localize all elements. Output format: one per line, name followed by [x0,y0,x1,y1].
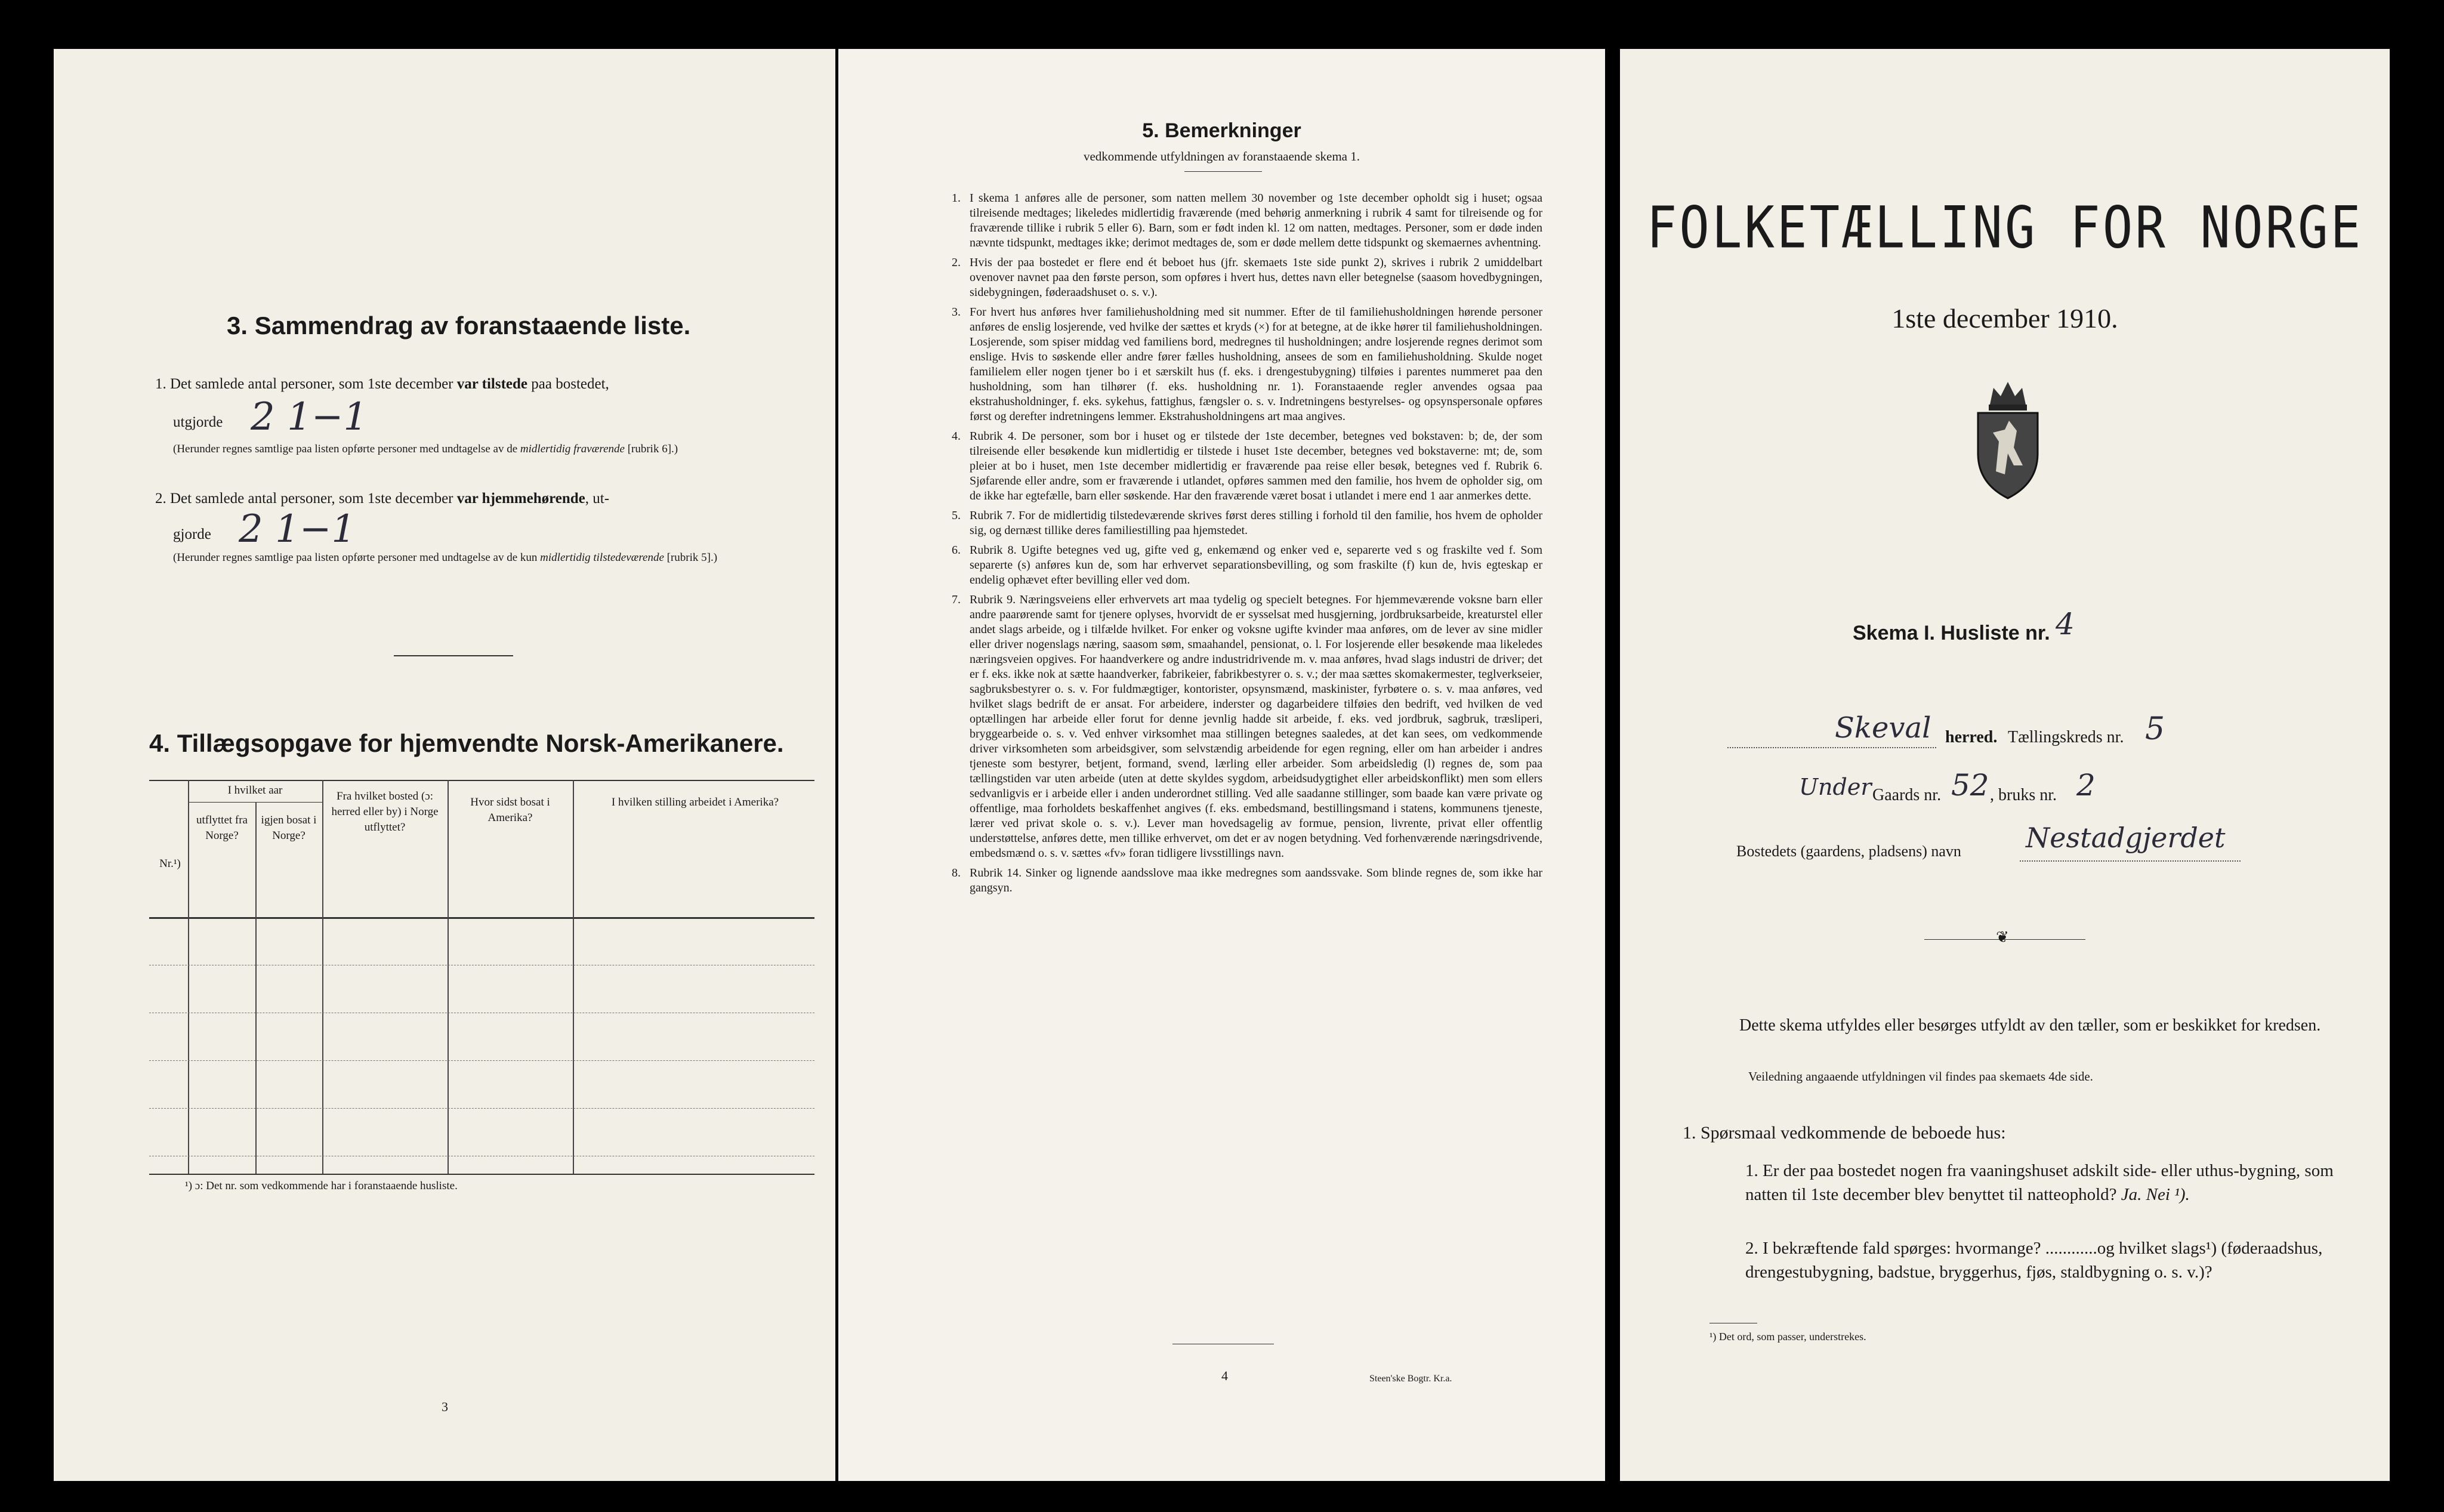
q2-handwritten-count: 2 1−1 [239,507,356,551]
col-line [188,780,189,1174]
bemerkninger-title: 5. Bemerkninger [1142,119,1301,142]
divider [1184,171,1262,172]
table-row [149,1060,814,1061]
herred-label: herred. [1945,728,1998,746]
note-item [952,543,1542,588]
note-number: 4. [952,430,961,443]
q1-note: (Herunder regnes samtlige paa listen opførte personer med undtagelse av de midlertidig fraværende [rubrik 6].) [173,443,678,455]
bosted-hand: Nestadgjerdet [2026,822,2226,854]
page-1-cover [1620,49,2390,1481]
note-number: 2. [952,256,961,269]
herred-hand: Skeval [1835,711,1931,745]
col-line [255,802,257,1174]
col-line [322,780,323,1174]
note-number: 7. [952,593,961,606]
note-text: I skema 1 anføres alle de personer, som natten mellem 30 november og 1ste december opholdt sig i huset; ogsaa tilreisende medtages; likeledes midlertidig fraværende (med behørig anmerkning i rubrik 4 samt for tilreisende og for fraværende tillike i rubrik 5 eller 6). Barn, som er født inden kl. 12 om natten, medtages. Personer, som er døde inden nævnte tidspunkt, medtages ikke; derimot medtages de, som er døde mellem dette tidspunkt og skemaernes avhentning. [970,192,1542,249]
divider [394,655,513,656]
note-item [952,429,1542,504]
col-line [448,780,449,1174]
note-text: Rubrik 14. Sinker og lignende aandsslove maa ikke medregnes som aandssvake. Som blinde regnes de, som ikke har gangsyn. [970,866,1542,894]
note-item [952,866,1542,896]
th-stilling: I hvilken stilling arbeidet i Amerika? [611,796,779,809]
kreds-hand: 5 [2145,711,2165,747]
question-1-answer: Ja. Nei ¹). [2121,1185,2190,1204]
q1-handwritten-count: 2 1−1 [251,395,368,439]
section-4-title: 4. Tillægsopgave for hjemvendte Norsk-Amerikanere. [149,729,784,757]
th-hvilket-aar: I hvilket aar [227,784,283,797]
gaards-hand: 52 [1951,768,1989,803]
bruks-hand: 2 [2076,768,2096,803]
table-bottom-rule [149,1174,814,1175]
questions-heading: 1. Spørsmaal vedkommende de beboede hus: [1683,1123,2006,1143]
th-fra-bosted: Fra hvilket bosted (ɔ: herred eller by) i Norge utflyttet? [331,790,439,834]
intro-text: Dette skema utfyldes eller besørges utfyldt av den tæller, som er beskikket for kredsen. [1739,1016,2321,1035]
bosted-label: Bostedets (gaardens, pladsens) navn [1736,843,1961,860]
question-1: 1. Er der paa bostedet nogen fra vaaningshuset adskilt side- eller uthus-bygning, som natten til 1ste december blev benyttet til natteophold? Ja. Nei ¹). [1745,1161,2334,1204]
note-item [952,508,1542,538]
th-igjen-bosat: igjen bosat i Norge? [261,814,317,842]
bruks-label: , bruks nr. [1990,786,2057,804]
th-nr: Nr.¹) [159,857,181,870]
note-item [952,593,1542,861]
norwegian-coat-of-arms-icon [1972,376,2044,501]
col-line [573,780,574,1174]
note-number: 1. [952,192,961,205]
intro-guidance: Veiledning angaaende utfyldningen vil findes paa skemaets 4de side. [1748,1069,2093,1084]
th-hvor-bosat: Hvor sidst bosat i Amerika? [470,796,550,824]
bemerkninger-subtitle: vedkommende utfyldningen av foranstaaende skema 1. [1083,149,1360,163]
question-2: 2. I bekræftende fald spørges: hvormange? ............og hvilket slags¹) (føderaadshus, drengestubygning, badstue, bryggerhus, fjøs, staldbygning o. s. v.)? [1745,1239,2323,1282]
page-3 [54,49,835,1481]
herred-line [1727,747,1936,748]
page-4 [838,49,1605,1481]
q2-text: 2. Det samlede antal personer, som 1ste december var hjemmehørende, ut- [155,490,610,507]
gaards-prefix-hand: Under [1799,774,1872,800]
note-number: 8. [952,866,961,880]
note-text: Hvis der paa bostedet er flere end ét beboet hus (jfr. skemaets 1ste side punkt 2), skrives i rubrik 2 umiddelbart ovenover navnet paa den første person, som opføres i hvert hus, dettes navn eller betegnelse (saasom hovedbygningen, sidebygningen, føderaadshuset o. s. v.). [970,256,1542,299]
gaards-label: Gaards nr. [1872,786,1942,804]
kreds-label: Tællingskreds nr. [2008,728,2124,746]
page-number-3: 3 [442,1399,448,1414]
census-title: FOLKETÆLLING FOR NORGE [1646,193,2363,261]
page1-footnote: ¹) Det ord, som passer, understrekes. [1709,1331,1866,1343]
note-item [952,255,1542,300]
note-text: Rubrik 4. De personer, som bor i huset og er tilstede der 1ste december, betegnes ved bokstaven: b; de, der som tilreisende eller besøkende kun midlertidig er tilstede i huset 1ste december, betegnes ved bokstaverne: mt; de, som pleier at bo i huset, men 1ste december midlertidig er fraværende paa reise eller besøk, betegnes ved f. Rubrik 6. Sjøfarende eller andre, som er fraværende i utlandet, opføres sammen med den familie, hos hvem de opholder sig, om de ikke har egtefælle, barn eller søskende. Har den fraværende været bosat i utlandet i mere end 1 aar anmerkes dette. [970,430,1542,502]
table-top-rule [149,780,814,781]
ornament-icon: ❦ [1996,928,2009,946]
note-number: 6. [952,544,961,557]
note-text: Rubrik 9. Næringsveiens eller erhvervets art maa tydelig og specielt betegnes. For hjemmeværende voksne barn eller andre paarørende samt for tjenere oplyses, hvorvidt de er sysselsat med husgjerning, jordbruksarbeide, kreaturstel eller andet slags arbeide, og i tilfælde hvilket. For enker og voksne ugifte kvinder maa anføres, om de lever av sine midler eller driver nogenslags næring, saasom søm, smaahandel, pensionat, o. l. For losjerende eller besøkende maa likeledes næringsveien opgives. For haandverkere og andre industridrivende m. v. maa anføres, hvad slags industri de driver; det er f. eks. ikke nok at sætte haandverker, fabrikeier, fabrikbestyrer o. s. v.; der maa sættes skomakermester, teglverkseier, sagbruksbestyrer o. s. v. For fuldmægtiger, kontorister, opsynsmænd, maskinister, fyrbøtere o. s. v. maa anføres, ved hvilket slags bedrift de er ansat. For arbeidere, inderster og dagarbeidere tilføies den bedrift, ved hvilken de ved optællingen har arbeide eller forut for denne jevnlig hadde sit arbeide, f. eks. ved jordbruk, sagbruk, træsliperi, bryggearbeide o. s. v. Ved enhver virksomhet maa stillingen betegnes saaledes, at det kan sees, om vedkommende driver virksomheten som arbeidsgiver, som selvstændig arbeidende for egen regning, eller om han arbeider i andres tjeneste som bestyrer, betjent, formand, svend, lærling eller arbeider. Som arbeidsledig (l) regnes de, som paa tællingstiden var uten arbeide (uten at dette skyldes sygdom, arbeidsudygtighet eller arbeidskonflikt) men som ellers sedvanligvis er i arbeide eller i anden underordnet stilling. Ved alle saadanne stillinger, som baade kan være private og offentlige, maa forholdets beskaffenhet angives (f. eks. embedsmand, bestillingsmand i statens, kommunens tjeneste, lærer ved privat skole o. s. v.). Lever man hovedsagelig av formue, pension, livrente, privat eller offentlig understøttelse, anføres dette, men tillike erhvervet, om det er av nogen betydning. Ved forhenværende næringsdrivende, embedsmænd o. s. v. sættes «fv» foran tidligere livsstillings navn. [970,593,1542,860]
census-date: 1ste december 1910. [1891,303,2118,334]
note-text: Rubrik 7. For de midlertidig tilstedeværende skrives først deres stilling i forhold til den familie, hos hvem de opholder sig, og dernæst tillike deres familiestilling paa hjemstedet. [970,509,1542,537]
table-header-rule [149,917,814,919]
printer-mark: Steen'ske Bogtr. Kr.a. [1369,1374,1452,1384]
q2-note: (Herunder regnes samtlige paa listen opførte personer med undtagelse av de kun midlertidig tilstedeværende [rubrik 5].) [173,551,718,564]
th-utflyttet: utflyttet fra Norge? [196,814,248,842]
q1-text: 1. Det samlede antal personer, som 1ste december var tilstede paa bostedet, [155,376,609,392]
section-3-title: 3. Sammendrag av foranstaaende liste. [227,311,691,340]
q1-utgjorde-label: utgjorde [173,414,223,430]
table-footnote: ¹) ɔ: Det nr. som vedkommende har i foranstaaende husliste. [185,1180,458,1192]
page-number-4: 4 [1221,1368,1228,1383]
note-number: 5. [952,509,961,522]
note-text: Rubrik 8. Ugifte betegnes ved ug, gifte ved g, enkemænd og enker ved e, separerte ved s og fraskilte ved f. Som separerte (s) anføres kun de, som har erhvervet separationsbevilling, og som fraskilte (f) kun de, hvis egteskap er endelig ophævet efter bevilling eller ved dom. [970,544,1542,587]
bosted-line [2020,860,2241,862]
notes-list [952,191,1542,900]
note-item [952,305,1542,424]
note-text: For hvert hus anføres hver familiehusholdning med sit nummer. Efter de til familiehusholdningen hørende personer anføres de enslig losjerende, ved hvilke der sættes et kryds (×) for at betegne, at de ikke hører til familiehusholdningen. Losjerende, som spiser middag ved familiens bord, medregnes til husholdningen; andre losjerende regnes derimot som enslige. Hvis to søskende eller andre fører fælles husholdning, ansees de som en familiehusholdning. Skulde noget familielem eller nogen tjener bo i et særskilt hus (f. eks. i drengestubygning) tilføies i parentes nummeret paa den husholdning, som han tilhører (f. eks. husholdning nr. 1). Foranstaaende regler anvendes ogsaa paa ekstrahusholdninger, f. eks. sykehus, fattighus, fængsler o. s. v. Indretningens bestyrelses- og opsynspersonale opføres først og derefter indretningens lemmer. Ekstrahusholdningens art maa angives. [970,306,1542,423]
note-item [952,191,1542,251]
skema-label: Skema I. Husliste nr. [1853,622,2050,644]
q2-gjorde-label: gjorde [173,526,211,542]
table-row [149,1108,814,1109]
note-number: 3. [952,306,961,319]
husliste-number-hand: 4 [2056,607,2075,641]
